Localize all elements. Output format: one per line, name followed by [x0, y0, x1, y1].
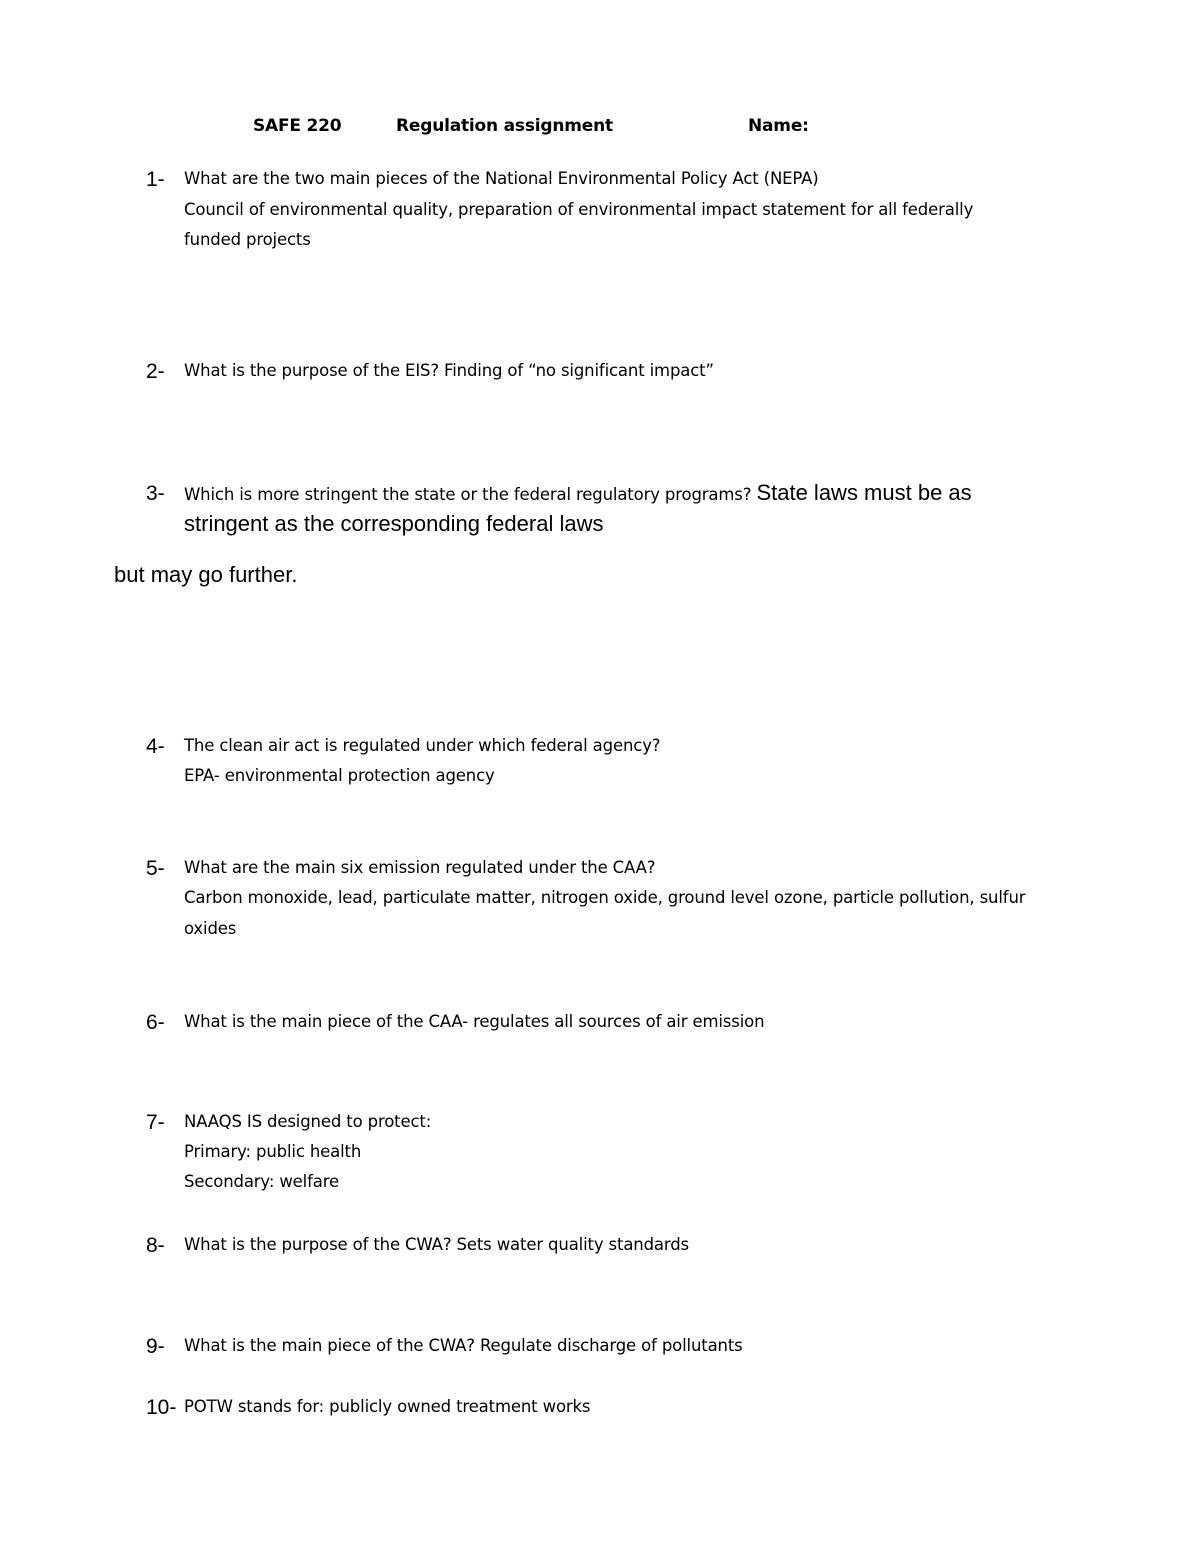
answer-line: Carbon monoxide, lead, particulate matter, nitrogen oxide, ground level ozone, particle pollution, sulfur [184, 888, 1026, 907]
answer-line: Secondary: welfare [184, 1172, 340, 1191]
name-label: Name: [748, 116, 809, 136]
answer-line: Primary: public health [184, 1142, 362, 1161]
answer-line: Council of environmental quality, preparation of environmental impact statement for all federally [184, 200, 974, 219]
document-header [0, 116, 1200, 142]
question-text-line [184, 478, 972, 510]
question-text: The clean air act is regulated under which federal agency? [184, 736, 661, 755]
question-number: 8- [146, 1234, 165, 1257]
question-number: 5- [146, 857, 165, 880]
answer-line: stringent as the corresponding federal laws [184, 511, 604, 536]
question-number: 4- [146, 735, 165, 758]
answer-line: oxides [184, 919, 237, 938]
question-number: 3- [146, 482, 165, 505]
question-text: POTW stands for: publicly owned treatment works [184, 1397, 591, 1416]
question-number: 10- [146, 1396, 177, 1419]
course-code: SAFE 220 [253, 116, 342, 136]
question-number: 2- [146, 360, 165, 383]
question-number: 1- [146, 168, 165, 191]
question-text: What is the purpose of the CWA? Sets water quality standards [184, 1235, 689, 1254]
question-number: 7- [146, 1111, 165, 1134]
question-text: What are the two main pieces of the National Environmental Policy Act (NEPA) [184, 169, 819, 188]
question-text: What is the main piece of the CWA? Regulate discharge of pollutants [184, 1336, 743, 1355]
answer-line: EPA- environmental protection agency [184, 766, 495, 785]
question-text: NAAQS IS designed to protect: [184, 1112, 432, 1131]
assignment-title: Regulation assignment [396, 116, 613, 136]
question-number: 9- [146, 1335, 165, 1358]
answer-outdent: but may go further. [114, 562, 298, 587]
question-text: What is the purpose of the EIS? Finding of “no significant impact” [184, 361, 714, 380]
question-text: What is the main piece of the CAA- regulates all sources of air emission [184, 1012, 765, 1031]
answer-line: funded projects [184, 230, 311, 249]
question-text: What are the main six emission regulated under the CAA? [184, 858, 656, 877]
question-text: Which is more stringent the state or the federal regulatory programs? [184, 485, 752, 504]
question-number: 6- [146, 1011, 165, 1034]
answer-inline: State laws must be as [756, 480, 972, 505]
